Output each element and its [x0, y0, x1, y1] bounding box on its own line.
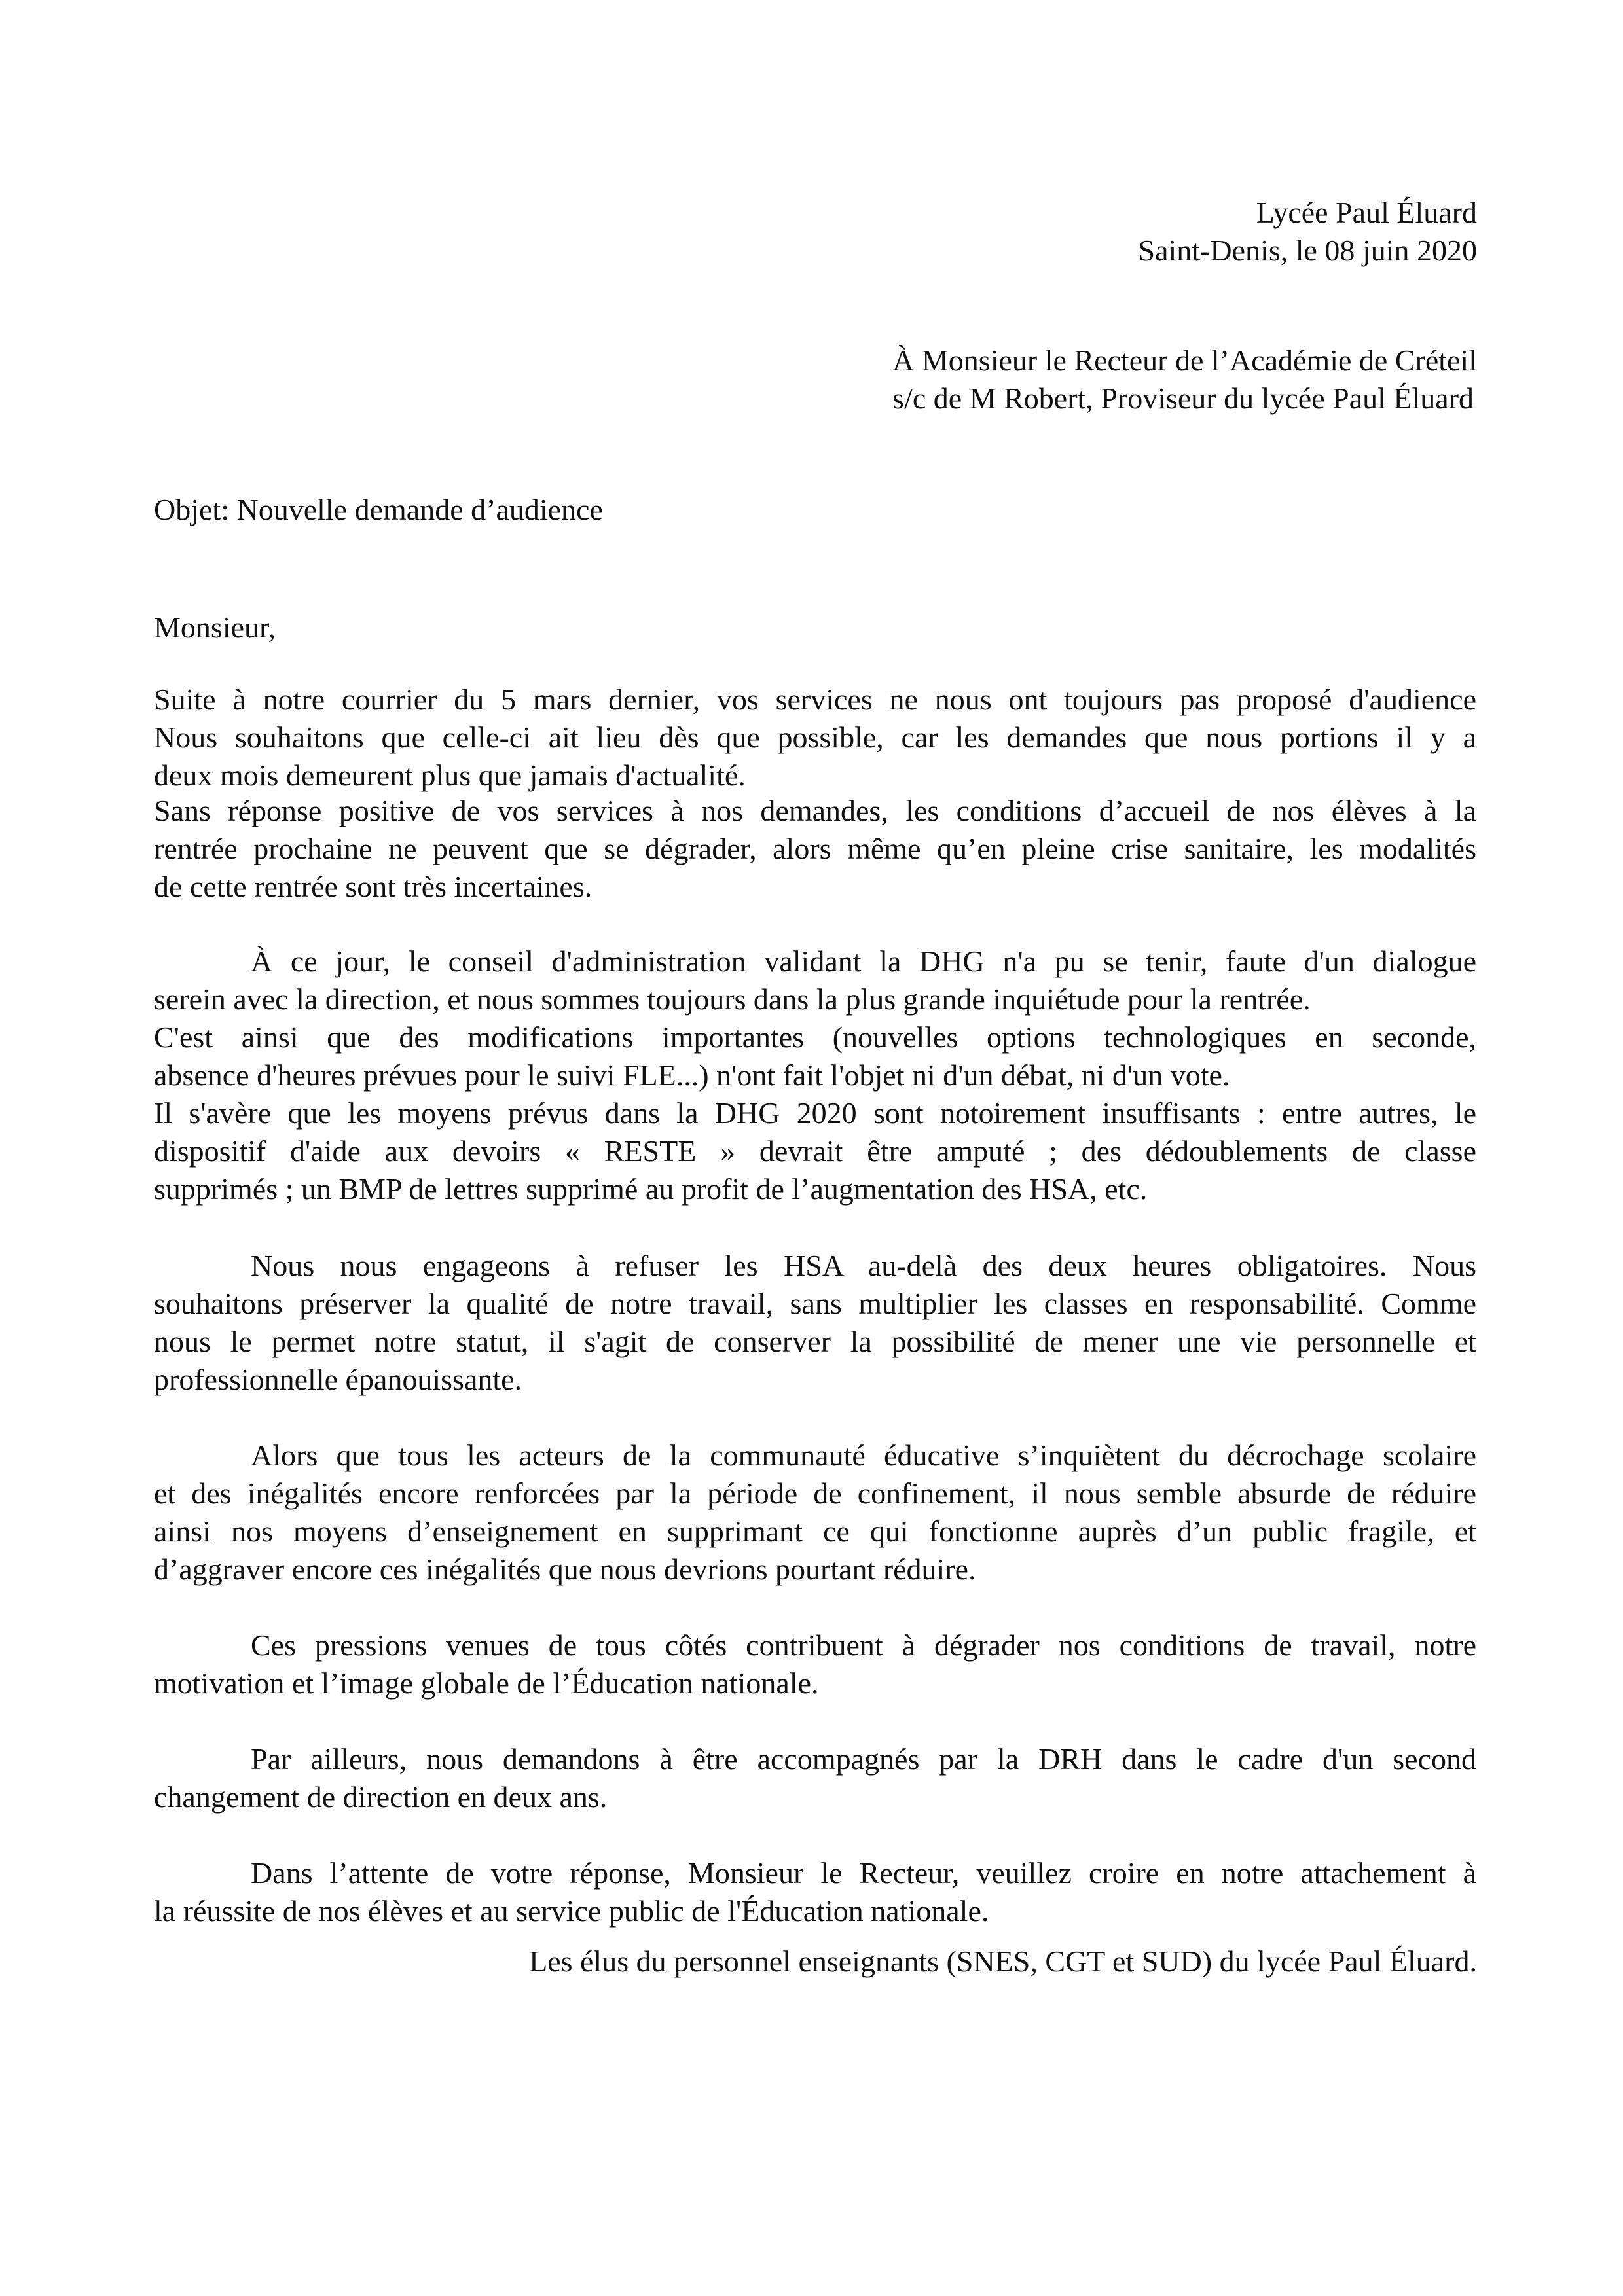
paragraph — [154, 1626, 1476, 1702]
salutation: Monsieur, — [154, 611, 276, 644]
paragraph-line: Nous souhaitons que celle-ci ait lieu dès que possible, car les demandes que nous portions il y a — [154, 721, 1476, 754]
paragraph-line: et des inégalités encore renforcées par la période de confinement, il nous semble absurde de réduire — [154, 1477, 1476, 1510]
paragraph — [154, 681, 1476, 795]
paragraph-line: la réussite de nos élèves et au service public de l'Éducation nationale. — [154, 1894, 989, 1928]
paragraph-line: Suite à notre courrier du 5 mars dernier, vos services ne nous ont toujours pas proposé d'audience — [154, 683, 1476, 716]
recipient-line-1: À Monsieur le Recteur de l’Académie de Créteil — [892, 344, 1477, 377]
paragraph-line: Alors que tous les acteurs de la communauté éducative s’inquiètent du décrochage scolaire — [251, 1439, 1476, 1472]
sender-name: Lycée Paul Éluard — [1256, 196, 1477, 229]
paragraph-line: dispositif d'aide aux devoirs « RESTE » devrait être amputé ; des dédoublements de classe — [154, 1134, 1476, 1168]
paragraph-line: changement de direction en deux ans. — [154, 1780, 608, 1814]
paragraph-line: serein avec la direction, et nous sommes toujours dans la plus grande inquiétude pour la rentrée. — [154, 982, 1311, 1016]
signature-line: Les élus du personnel enseignants (SNES, CGT et SUD) du lycée Paul Éluard. — [529, 1945, 1477, 1978]
paragraph-line: Dans l’attente de votre réponse, Monsieur le Recteur, veuillez croire en notre attachement à — [251, 1856, 1476, 1890]
paragraph-line: Sans réponse positive de vos services à nos demandes, les conditions d’accueil de nos élèves à la — [154, 794, 1476, 827]
paragraph-line: Nous nous engageons à refuser les HSA au-delà des deux heures obligatoires. Nous — [251, 1249, 1476, 1282]
place-date: Saint-Denis, le 08 juin 2020 — [1138, 234, 1477, 267]
paragraph-line: Par ailleurs, nous demandons à être accompagnés par la DRH dans le cadre d'un second — [251, 1742, 1476, 1776]
paragraph-line: À ce jour, le conseil d'administration validant la DHG n'a pu se tenir, faute d'un dialogue — [251, 944, 1476, 978]
paragraph-line: Ces pressions venues de tous côtés contribuent à dégrader nos conditions de travail, notre — [251, 1628, 1476, 1662]
paragraph — [154, 942, 1476, 1018]
paragraph-line: Il s'avère que les moyens prévus dans la DHG 2020 sont notoirement insuffisants : entre autres, le — [154, 1096, 1476, 1130]
paragraph-line: souhaitons préserver la qualité de notre travail, sans multiplier les classes en responsabilité. Comme — [154, 1287, 1476, 1320]
paragraph-line: deux mois demeurent plus que jamais d'actualité. — [154, 759, 746, 792]
paragraph-line: professionnelle épanouissante. — [154, 1363, 522, 1396]
paragraph-line: nous le permet notre statut, il s'agit de conserver la possibilité de mener une vie personnelle et — [154, 1325, 1476, 1358]
paragraph — [154, 1247, 1476, 1399]
paragraph-line: absence d'heures prévues pour le suivi FLE...) n'ont fait l'objet ni d'un débat, ni d'un vote. — [154, 1058, 1230, 1092]
paragraph — [154, 1094, 1476, 1208]
paragraph — [154, 1854, 1476, 1930]
paragraph-line: rentrée prochaine ne peuvent que se dégrader, alors même qu’en pleine crise sanitaire, les modalités — [154, 832, 1476, 865]
paragraph-line: motivation et l’image globale de l’Éducation nationale. — [154, 1666, 819, 1700]
paragraph-line: supprimés ; un BMP de lettres supprimé au profit de l’augmentation des HSA, etc. — [154, 1172, 1148, 1206]
paragraph-line: de cette rentrée sont très incertaines. — [154, 870, 593, 903]
paragraph-line: C'est ainsi que des modifications importantes (nouvelles options technologiques en seconde, — [154, 1020, 1476, 1054]
paragraph — [154, 792, 1476, 906]
paragraph — [154, 1018, 1476, 1094]
recipient-line-2: s/c de M Robert, Proviseur du lycée Paul Éluard — [892, 382, 1474, 415]
paragraph-line: d’aggraver encore ces inégalités que nous devrions pourtant réduire. — [154, 1552, 976, 1586]
sender-block — [1139, 194, 1477, 270]
letter-object: Objet: Nouvelle demande d’audience — [154, 493, 603, 526]
paragraph — [154, 1740, 1476, 1816]
paragraph — [154, 1437, 1476, 1588]
paragraph-line: ainsi nos moyens d’enseignement en supprimant ce qui fonctionne auprès d’un public fragile, et — [154, 1515, 1476, 1548]
recipient-block — [892, 342, 1477, 418]
